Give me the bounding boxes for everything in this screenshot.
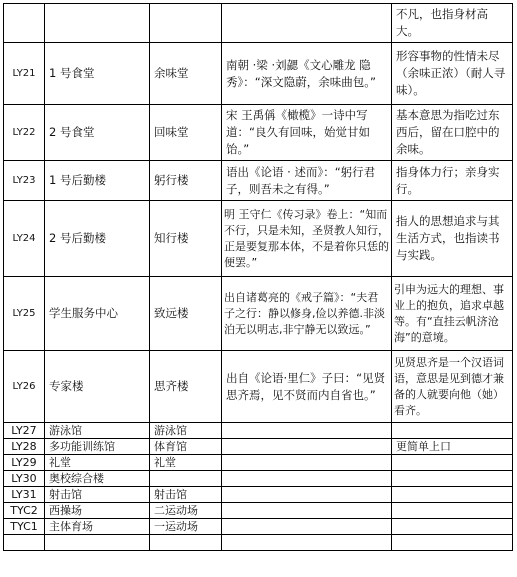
source-cell: 出自诸葛亮的《戒子篇》：“夫君子之行：静以修身,俭以养德.非淡泊无以明志,非宁静无以致远。” (222, 277, 392, 351)
code-cell: TYC2 (4, 503, 45, 519)
code-cell: LY21 (4, 43, 45, 105)
table-row (4, 455, 513, 471)
code-cell: LY27 (4, 423, 45, 439)
table-row (4, 105, 513, 161)
building-cell: 学生服务中心 (45, 277, 150, 351)
source-cell: 出自《论语·里仁》子曰：“见贤思齐焉，见不贤而内自省也。” (222, 351, 392, 423)
name-cell: 游泳馆 (150, 423, 222, 439)
code-cell (4, 4, 45, 43)
table-row (4, 351, 513, 423)
name-cell: 知行楼 (150, 201, 222, 277)
name-cell: 体育馆 (150, 439, 222, 455)
table-row (4, 423, 513, 439)
code-cell: LY28 (4, 439, 45, 455)
building-cell: 1 号食堂 (45, 43, 150, 105)
source-cell (222, 455, 392, 471)
meaning-cell (392, 455, 513, 471)
building-cell: 主体育场 (45, 519, 150, 535)
building-cell: 2 号食堂 (45, 105, 150, 161)
code-cell: LY30 (4, 471, 45, 487)
code-cell: LY26 (4, 351, 45, 423)
name-cell (150, 4, 222, 43)
name-cell: 致远楼 (150, 277, 222, 351)
meaning-cell: 不凡，也指身材高大。 (392, 4, 513, 43)
source-cell (222, 439, 392, 455)
source-cell: 明 王守仁《传习录》卷上：“知而不行，只是未知，圣贤教人知行，正是要复那本体，不是着你只恁的便罢。” (222, 201, 392, 277)
name-cell (150, 471, 222, 487)
table-row (4, 4, 513, 43)
meaning-cell: 指身体力行；亲身实行。 (392, 161, 513, 201)
building-cell: 1 号后勤楼 (45, 161, 150, 201)
code-cell: LY24 (4, 201, 45, 277)
source-cell (222, 471, 392, 487)
code-cell: LY23 (4, 161, 45, 201)
table-row (4, 439, 513, 455)
table-row (4, 277, 513, 351)
source-cell: 宋 王禹偁《橄榄》一诗中写道：“良久有回味，始觉甘如饴。” (222, 105, 392, 161)
meaning-cell (392, 535, 513, 551)
meaning-cell (392, 487, 513, 503)
building-cell: 多功能训练馆 (45, 439, 150, 455)
building-cell: 奥校综合楼 (45, 471, 150, 487)
building-cell (45, 4, 150, 43)
building-cell: 射击馆 (45, 487, 150, 503)
code-cell: LY25 (4, 277, 45, 351)
table-row (4, 201, 513, 277)
meaning-cell (392, 471, 513, 487)
code-cell: LY31 (4, 487, 45, 503)
name-cell: 一运动场 (150, 519, 222, 535)
name-cell: 余味堂 (150, 43, 222, 105)
meaning-cell: 指人的思想追求与其生活方式，也指读书与实践。 (392, 201, 513, 277)
building-cell: 专家楼 (45, 351, 150, 423)
name-cell: 射击馆 (150, 487, 222, 503)
meaning-cell: 形容事物的性情未尽（余味正浓）（耐人寻味）。 (392, 43, 513, 105)
name-cell: 礼堂 (150, 455, 222, 471)
meaning-cell (392, 423, 513, 439)
name-cell: 思齐楼 (150, 351, 222, 423)
source-cell (222, 487, 392, 503)
building-cell: 西操场 (45, 503, 150, 519)
source-cell (222, 4, 392, 43)
table-row (4, 535, 513, 551)
meaning-cell: 见贤思齐是一个汉语词语，意思是见到德才兼备的人就要向他（她）看齐。 (392, 351, 513, 423)
code-cell (4, 535, 45, 551)
source-cell (222, 503, 392, 519)
table-row (4, 503, 513, 519)
name-cell (150, 535, 222, 551)
meaning-cell (392, 519, 513, 535)
building-cell: 礼堂 (45, 455, 150, 471)
source-cell (222, 535, 392, 551)
table-row (4, 487, 513, 503)
table-row (4, 471, 513, 487)
meaning-cell: 更简单上口 (392, 439, 513, 455)
meaning-cell: 基本意思为指吃过东西后，留在口腔中的余味。 (392, 105, 513, 161)
table-row (4, 161, 513, 201)
code-cell: TYC1 (4, 519, 45, 535)
source-cell (222, 519, 392, 535)
source-cell (222, 423, 392, 439)
table-row (4, 519, 513, 535)
source-cell: 语出《论语 · 述而》：“躬行君子，则吾未之有得。” (222, 161, 392, 201)
name-cell: 躬行楼 (150, 161, 222, 201)
meaning-cell: 引申为远大的理想、事业上的抱负，追求卓越等。有“直挂云帆济沧海”的意境。 (392, 277, 513, 351)
source-cell: 南朝 ·梁 ·刘勰《文心雕龙 隐秀》：“深文隐蔚，余味曲包。” (222, 43, 392, 105)
building-cell: 游泳馆 (45, 423, 150, 439)
code-cell: LY22 (4, 105, 45, 161)
building-cell: 2 号后勤楼 (45, 201, 150, 277)
naming-table (3, 3, 513, 551)
meaning-cell (392, 503, 513, 519)
building-cell (45, 535, 150, 551)
table-row (4, 43, 513, 105)
name-cell: 回味堂 (150, 105, 222, 161)
code-cell: LY29 (4, 455, 45, 471)
name-cell: 二运动场 (150, 503, 222, 519)
